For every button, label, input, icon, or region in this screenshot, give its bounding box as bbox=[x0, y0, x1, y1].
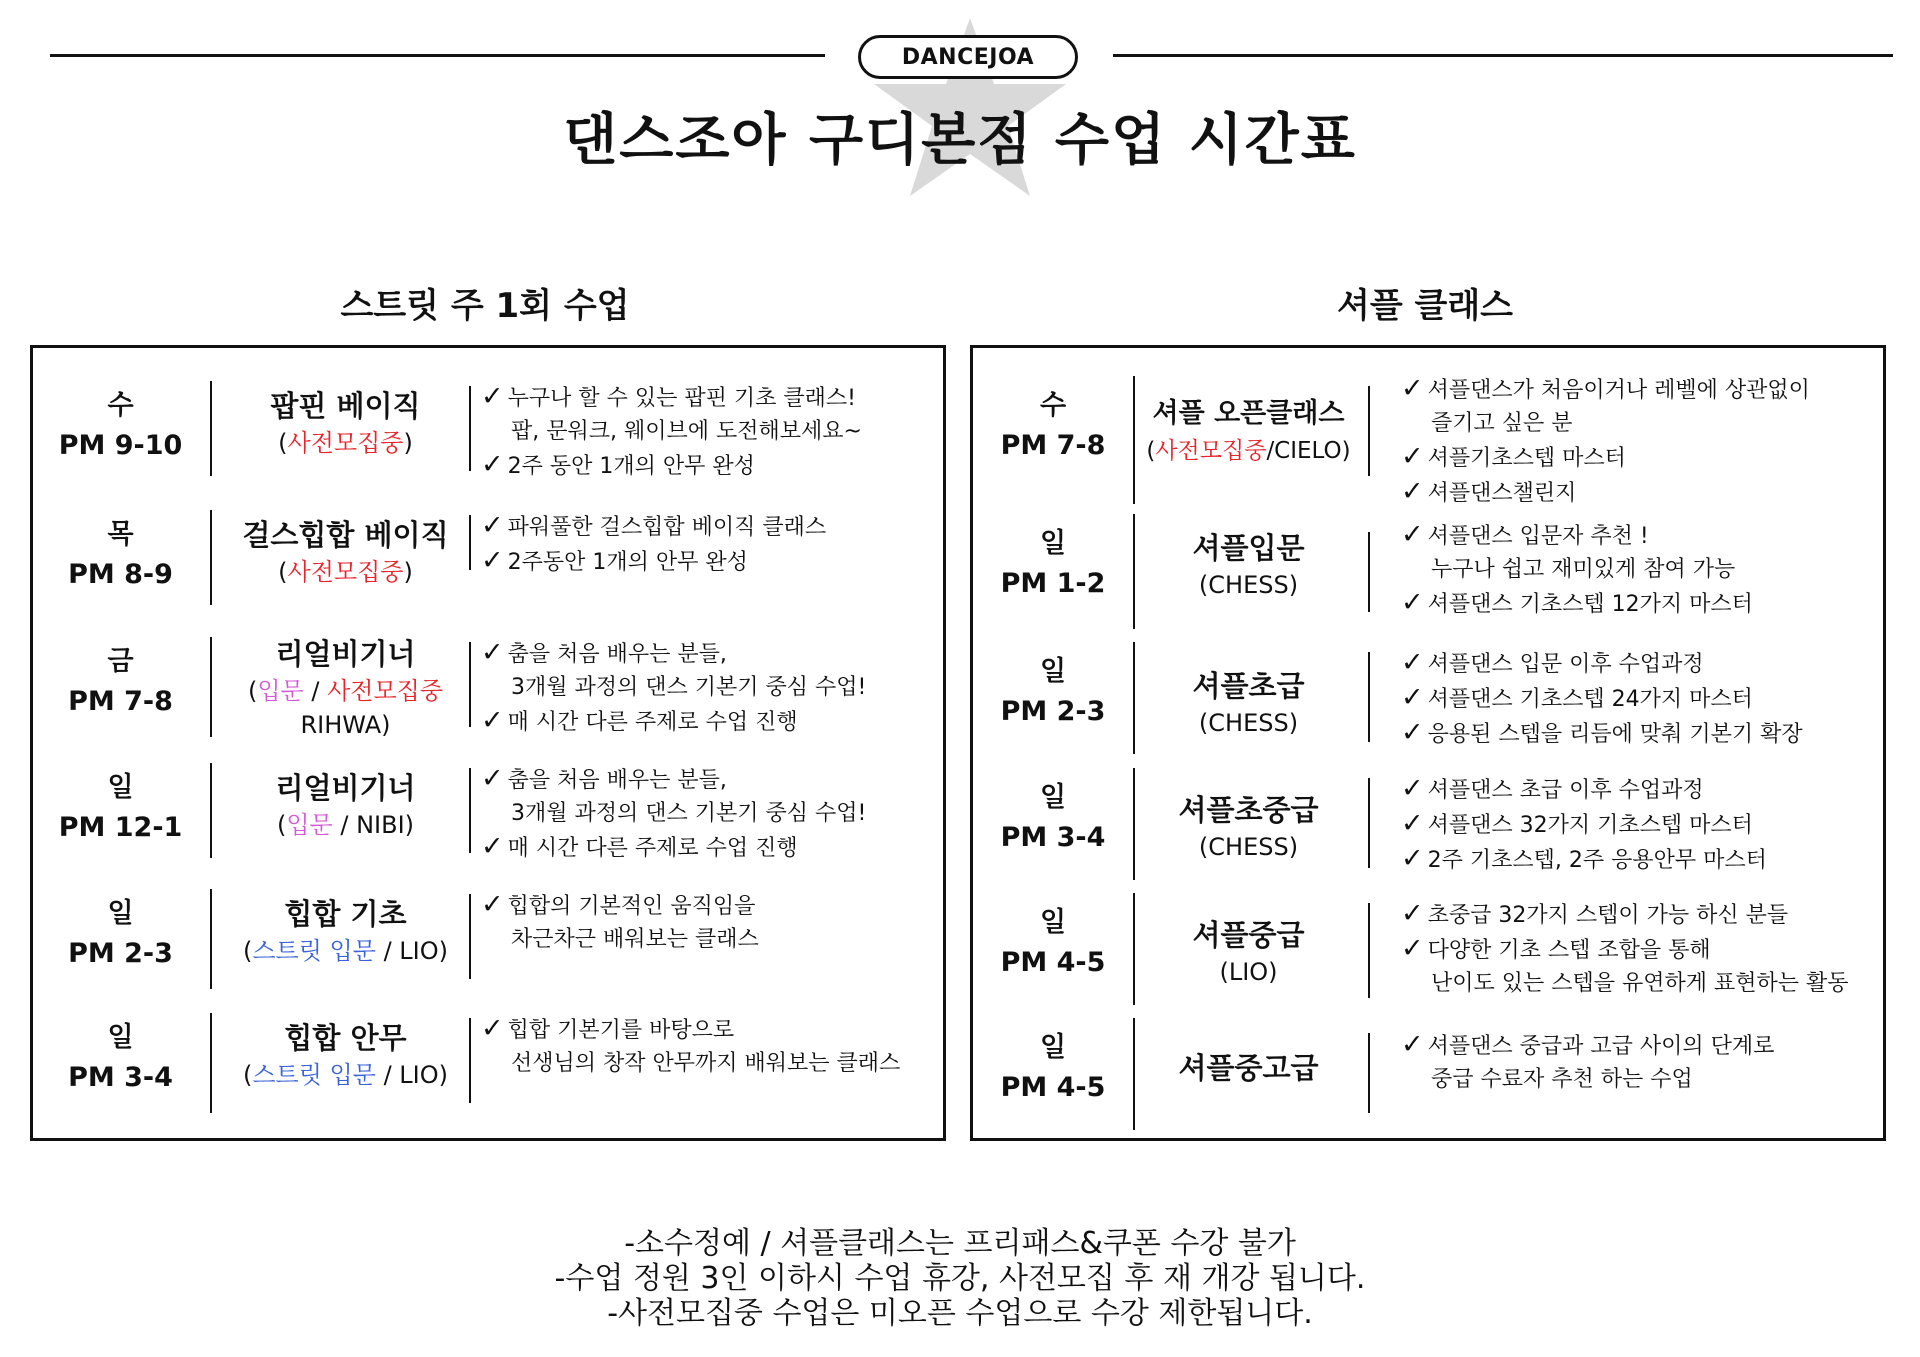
class-name: 셔플초급 (CHESS) bbox=[1192, 669, 1305, 737]
divider bbox=[210, 381, 212, 476]
divider bbox=[210, 763, 212, 858]
class-day-time: 일 PM 2-3 bbox=[1000, 656, 1106, 727]
street-schedule-box bbox=[30, 345, 946, 1141]
class-name: 셔플 오픈클래스 (사전모집중/CIELO) bbox=[1146, 398, 1351, 464]
divider bbox=[1133, 376, 1135, 504]
class-name: 걸스힙합 베이직 (사전모집중) bbox=[242, 518, 449, 586]
class-description: ✓ 초중급 32가지 스텝이 가능 하신 분들 ✓ 다양한 기초 스텝 조합을 통해 난이도 있는 스텝을 유연하게 표현하는 활동 bbox=[1401, 898, 1849, 996]
class-description: ✓ 셔플댄스가 처음이거나 레벨에 상관없이 즐기고 싶은 분 ✓ 셔플기초스텝 마스터 ✓ 셔플댄스챌린지 bbox=[1401, 373, 1810, 507]
class-description: ✓ 춤을 처음 배우는 분들, 3개월 과정의 댄스 기본기 중심 수업! ✓ 매 시간 다른 주제로 수업 진행 bbox=[481, 763, 867, 862]
check-icon: ✓ bbox=[1401, 933, 1424, 964]
divider bbox=[1368, 386, 1370, 476]
check-icon: ✓ bbox=[1401, 441, 1424, 472]
check-icon: ✓ bbox=[481, 763, 504, 794]
divider bbox=[469, 642, 471, 727]
class-day-time: 금 PM 7-8 bbox=[68, 646, 173, 717]
table-row bbox=[973, 519, 1883, 634]
class-description: ✓ 힙합 기본기를 바탕으로 선생님의 창작 안무까지 배워보는 클래스 bbox=[481, 1013, 901, 1076]
shuffle-section-title: 셔플 클래스 bbox=[1336, 286, 1514, 326]
check-icon: ✓ bbox=[481, 831, 504, 862]
check-icon: ✓ bbox=[1401, 682, 1424, 713]
divider bbox=[1133, 514, 1135, 629]
check-icon: ✓ bbox=[481, 510, 504, 541]
class-day-time: 일 PM 4-5 bbox=[1000, 1032, 1106, 1103]
class-name: 셔플입문 (CHESS) bbox=[1192, 531, 1305, 599]
check-icon: ✓ bbox=[1401, 1029, 1424, 1060]
street-section-title: 스트릿 주 1회 수업 bbox=[340, 286, 630, 326]
class-day-time: 일 PM 12-1 bbox=[58, 772, 183, 843]
check-icon: ✓ bbox=[1401, 808, 1424, 839]
check-icon: ✓ bbox=[1401, 843, 1424, 874]
divider bbox=[1368, 1033, 1370, 1113]
check-icon: ✓ bbox=[1401, 587, 1424, 618]
brand-badge: DANCEJOA bbox=[858, 35, 1078, 79]
check-icon: ✓ bbox=[481, 637, 504, 668]
divider bbox=[1133, 893, 1135, 1005]
divider bbox=[469, 768, 471, 853]
table-row bbox=[973, 373, 1883, 511]
table-row bbox=[973, 1028, 1883, 1128]
table-row bbox=[33, 510, 943, 615]
header-rule-right bbox=[1113, 54, 1893, 57]
class-description: ✓ 힙합의 기본적인 움직임을 차근차근 배워보는 클래스 bbox=[481, 889, 759, 952]
class-description: ✓ 셔플댄스 입문자 추천 ! 누구나 쉽고 재미있게 참여 가능 ✓ 셔플댄스 기초스텝 12가지 마스터 bbox=[1401, 519, 1753, 618]
page-title: 댄스조아 구디본점 수업 시간표 bbox=[563, 108, 1357, 173]
divider bbox=[210, 889, 212, 989]
check-icon: ✓ bbox=[481, 705, 504, 736]
class-day-time: 수 PM 7-8 bbox=[1000, 390, 1106, 461]
footer-notes: -소수정예 / 셔플클래스는 프리패스&쿠폰 수강 불가 -수업 정원 3인 이하시 수업 휴강, 사전모집 후 재 개강 됩니다. -사전모집중 수업은 미오픈 수업으로 수강 제한됩니다. bbox=[554, 1226, 1366, 1331]
check-icon: ✓ bbox=[481, 545, 504, 576]
class-day-time: 일 PM 3-4 bbox=[1000, 782, 1106, 853]
divider bbox=[469, 894, 471, 979]
divider bbox=[1133, 1018, 1135, 1130]
table-row bbox=[33, 889, 943, 994]
check-icon: ✓ bbox=[1401, 717, 1424, 748]
divider bbox=[469, 515, 471, 570]
table-row bbox=[33, 1013, 943, 1118]
class-description: ✓ 누구나 할 수 있는 팝핀 기초 클래스! 팝, 문워크, 웨이브에 도전해보세요~ ✓ 2주 동안 1개의 안무 완성 bbox=[481, 381, 862, 480]
divider bbox=[469, 1018, 471, 1103]
check-icon: ✓ bbox=[1401, 773, 1424, 804]
divider bbox=[1133, 642, 1135, 754]
class-description: ✓ 셔플댄스 중급과 고급 사이의 단계로 중급 수료자 추천 하는 수업 bbox=[1401, 1029, 1775, 1092]
class-day-time: 일 PM 1-2 bbox=[1000, 528, 1106, 599]
divider bbox=[210, 510, 212, 605]
table-row bbox=[33, 381, 943, 496]
class-description: ✓ 춤을 처음 배우는 분들, 3개월 과정의 댄스 기본기 중심 수업! ✓ 매 시간 다른 주제로 수업 진행 bbox=[481, 637, 867, 736]
class-name: 리얼비기너 (입문 / 사전모집중 RIHWA) bbox=[247, 637, 443, 739]
class-day-time: 일 PM 3-4 bbox=[68, 1022, 173, 1093]
divider bbox=[210, 637, 212, 737]
class-name: 셔플중급 (LIO) bbox=[1192, 918, 1305, 986]
check-icon: ✓ bbox=[1401, 373, 1424, 404]
table-row bbox=[33, 637, 943, 752]
class-name: 셔플중고급 bbox=[1178, 1051, 1319, 1085]
class-name: 팝핀 베이직 (사전모집중) bbox=[270, 389, 421, 457]
check-icon: ✓ bbox=[481, 449, 504, 480]
class-day-time: 일 PM 4-5 bbox=[1000, 907, 1106, 978]
table-row bbox=[973, 898, 1883, 1013]
check-icon: ✓ bbox=[1401, 898, 1424, 929]
table-row bbox=[33, 763, 943, 878]
class-description: ✓ 셔플댄스 입문 이후 수업과정 ✓ 셔플댄스 기초스텝 24가지 마스터 ✓ 응용된 스텝을 리듬에 맞춰 기본기 확장 bbox=[1401, 647, 1803, 748]
class-day-time: 수 PM 9-10 bbox=[58, 390, 183, 461]
shuffle-schedule-box bbox=[970, 345, 1886, 1141]
divider bbox=[1368, 903, 1370, 998]
table-row bbox=[973, 647, 1883, 762]
check-icon: ✓ bbox=[481, 381, 504, 412]
class-day-time: 목 PM 8-9 bbox=[68, 519, 173, 590]
divider bbox=[469, 386, 471, 471]
check-icon: ✓ bbox=[1401, 647, 1424, 678]
divider bbox=[210, 1013, 212, 1113]
check-icon: ✓ bbox=[481, 889, 504, 920]
class-description: ✓ 셔플댄스 초급 이후 수업과정 ✓ 셔플댄스 32가지 기초스텝 마스터 ✓ 2주 기초스텝, 2주 응용안무 마스터 bbox=[1401, 773, 1767, 874]
table-row bbox=[973, 773, 1883, 888]
class-name: 리얼비기너 (입문 / NIBI) bbox=[275, 771, 416, 839]
class-description: ✓ 파워풀한 걸스힙합 베이직 클래스 ✓ 2주동안 1개의 안무 완성 bbox=[481, 510, 827, 576]
divider bbox=[1368, 652, 1370, 742]
check-icon: ✓ bbox=[1401, 476, 1424, 507]
class-day-time: 일 PM 2-3 bbox=[68, 898, 173, 969]
divider bbox=[1368, 532, 1370, 612]
header-rule-left bbox=[50, 54, 825, 57]
check-icon: ✓ bbox=[481, 1013, 504, 1044]
divider bbox=[1368, 778, 1370, 868]
class-name: 셔플초중급 (CHESS) bbox=[1178, 793, 1319, 861]
class-name: 힙합 기초 (스트릿 입문 / LIO) bbox=[243, 897, 448, 965]
check-icon: ✓ bbox=[1401, 519, 1424, 550]
class-name: 힙합 안무 (스트릿 입문 / LIO) bbox=[243, 1021, 448, 1089]
divider bbox=[1133, 768, 1135, 880]
